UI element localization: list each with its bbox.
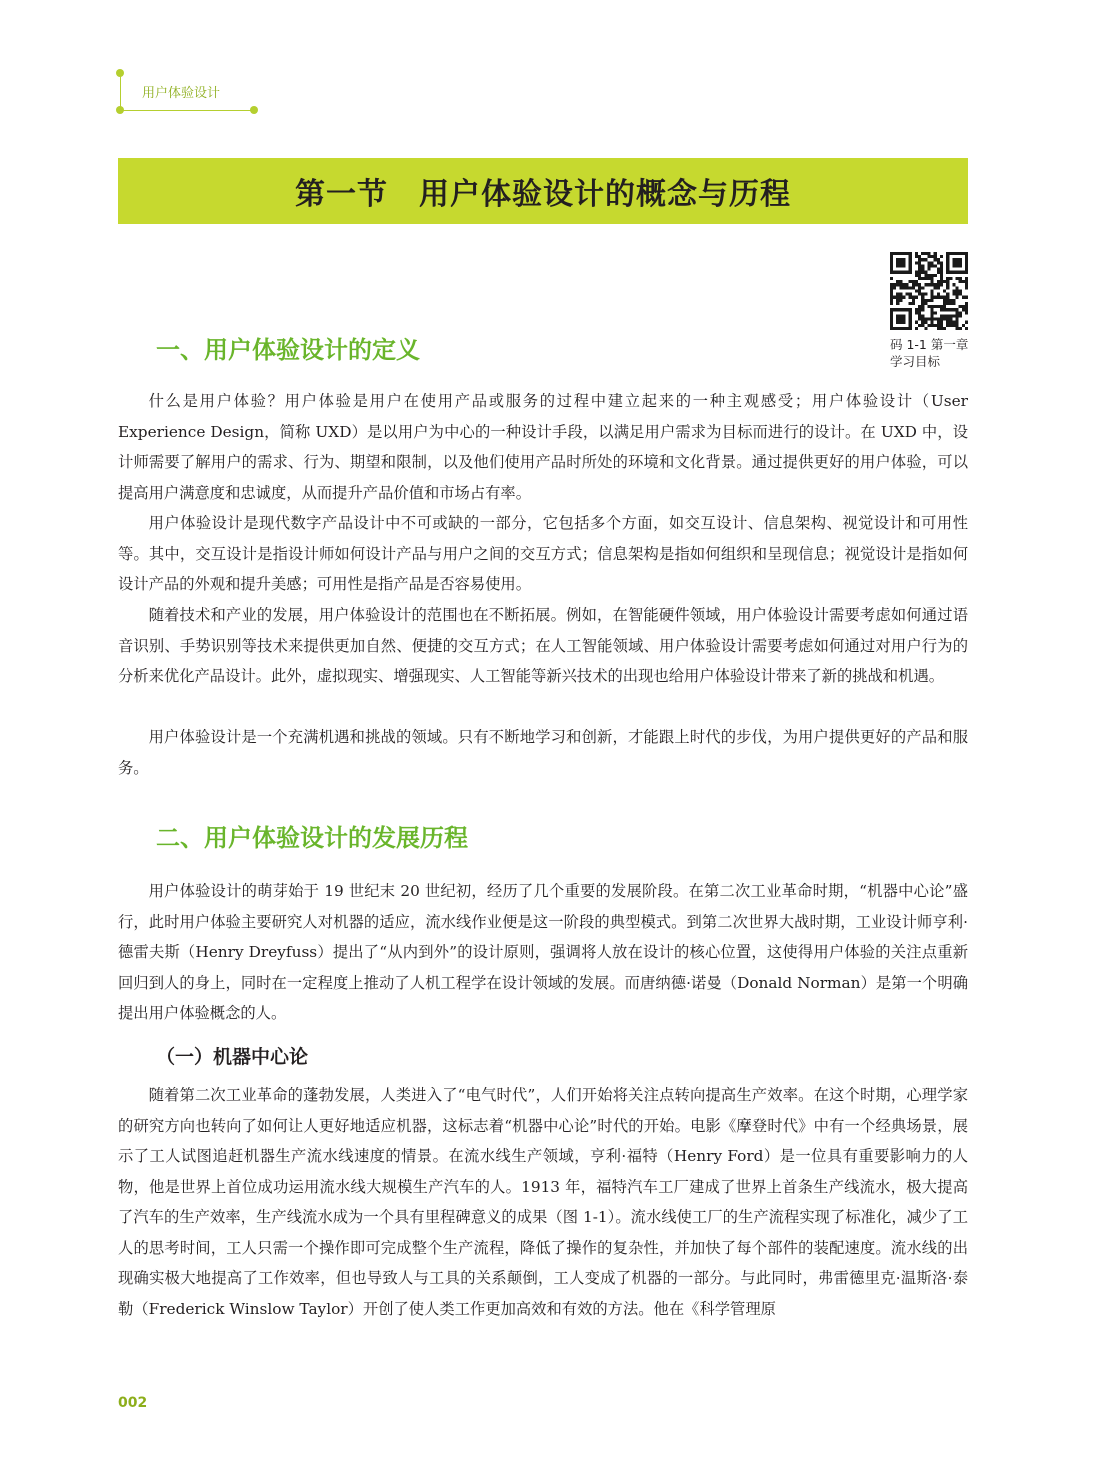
qr-caption: 码 1-1 第一章学习目标	[890, 337, 969, 369]
chapter-title: 第一节 用户体验设计的概念与历程	[295, 177, 791, 212]
header-dot-right	[250, 106, 258, 114]
running-title: 用户体验设计	[142, 86, 221, 101]
qr-block	[890, 252, 968, 370]
paragraph: 随着技术和产业的发展，用户体验设计的范围也在不断拓展。例如，在智能硬件领域，用户体验设计需要考虑如何通过语音识别、手势识别等技术来提供更加自然、便捷的交互方式；在人工智能领域、用户体验设计需要考虑如何通过对用户行为的分析来优化产品设计。此外，虚拟现实、增强现实、人工智能等新兴技术的出现也给用户体验设计带来了新的挑战和机遇。	[118, 606, 968, 685]
paragraph: 用户体验设计是一个充满机遇和挑战的领域。只有不断地学习和创新，才能跟上时代的步伐，为用户提供更好的产品和服务。	[118, 728, 968, 777]
header-dot-top	[116, 69, 124, 77]
page-number: 002	[118, 1395, 148, 1411]
paragraph: 随着第二次工业革命的蓬勃发展，人类进入了“电气时代”，人们开始将关注点转向提高生产效率。在这个时期，心理学家的研究方向也转向了如何让人更好地适应机器，这标志着“机器中心论”时代的开始。电影《摩登时代》中有一个经典场景，展示了工人试图追赶机器生产流水线速度的情景。在流水线生产领域，亨利·福特（Henry Ford）是一位具有重要影响力的人物，他是世界上首位成功运用流水线大规模生产汽车的人。1913 年，福特汽车工厂建成了世界上首条生产线流水，极大提高了汽车的生产效率，生产线流水成为一个具有里程碑意义的成果（图 1-1）。流水线使工厂的生产流程实现了标准化，减少了工人的思考时间，工人只需一个操作即可完成整个生产流程，降低了操作的复杂性，并加快了每个部件的装配速度。流水线的出现确实极大地提高了工作效率，但也导致人与工具的关系颠倒，工人变成了机器的一部分。与此同时，弗雷德里克·温斯洛·泰勒（Frederick Winslow Taylor）开创了使人类工作更加高效和有效的方法。他在《科学管理原	[118, 1086, 968, 1318]
chapter-banner	[118, 158, 968, 224]
paragraph: 用户体验设计的萌芽始于 19 世纪末 20 世纪初，经历了几个重要的发展阶段。在第二次工业革命时期，“机器中心论”盛行，此时用户体验主要研究人对机器的适应，流水线作业便是这一阶段的典型模式。到第二次世界大战时期，工业设计师亨利·德雷夫斯（Henry Dreyfuss）提出了“从内到外”的设计原则，强调将人放在设计的核心位置，这使得用户体验的关注点重新回归到人的身上，同时在一定程度上推动了人机工程学在设计领域的发展。而唐纳德·诺曼（Donald Norman）是第一个明确提出用户体验概念的人。	[118, 882, 968, 1022]
section-heading-history: 二、用户体验设计的发展历程	[156, 824, 468, 852]
qr-code-icon[interactable]	[890, 252, 968, 330]
paragraph: 什么是用户体验？用户体验是用户在使用产品或服务的过程中建立起来的一种主观感受；用户体验设计（User Experience Design，简称 UXD）是以用户为中心的一种设计手段，以满足用户需求为目标而进行的设计。在 UXD 中，设计师需要了解用户的需求、行为、期望和限制，以及他们使用产品时所处的环境和文化背景。通过提供更好的用户体验，可以提高用户满意度和忠诚度，从而提升产品价值和市场占有率。	[118, 392, 968, 502]
header-vertical-rule	[120, 74, 121, 110]
header-horizontal-rule	[120, 110, 254, 111]
running-header	[120, 70, 260, 110]
paragraph: 用户体验设计是现代数字产品设计中不可或缺的一部分，它包括多个方面，如交互设计、信息架构、视觉设计和可用性等。其中，交互设计是指设计师如何设计产品与用户之间的交互方式；信息架构是指如何组织和呈现信息；视觉设计是指如何设计产品的外观和提升美感；可用性是指产品是否容易使用。	[118, 514, 968, 593]
sub-heading-machine-centered: （一）机器中心论	[156, 1046, 309, 1068]
section-heading-definition: 一、用户体验设计的定义	[156, 336, 420, 364]
header-dot-left	[116, 106, 124, 114]
